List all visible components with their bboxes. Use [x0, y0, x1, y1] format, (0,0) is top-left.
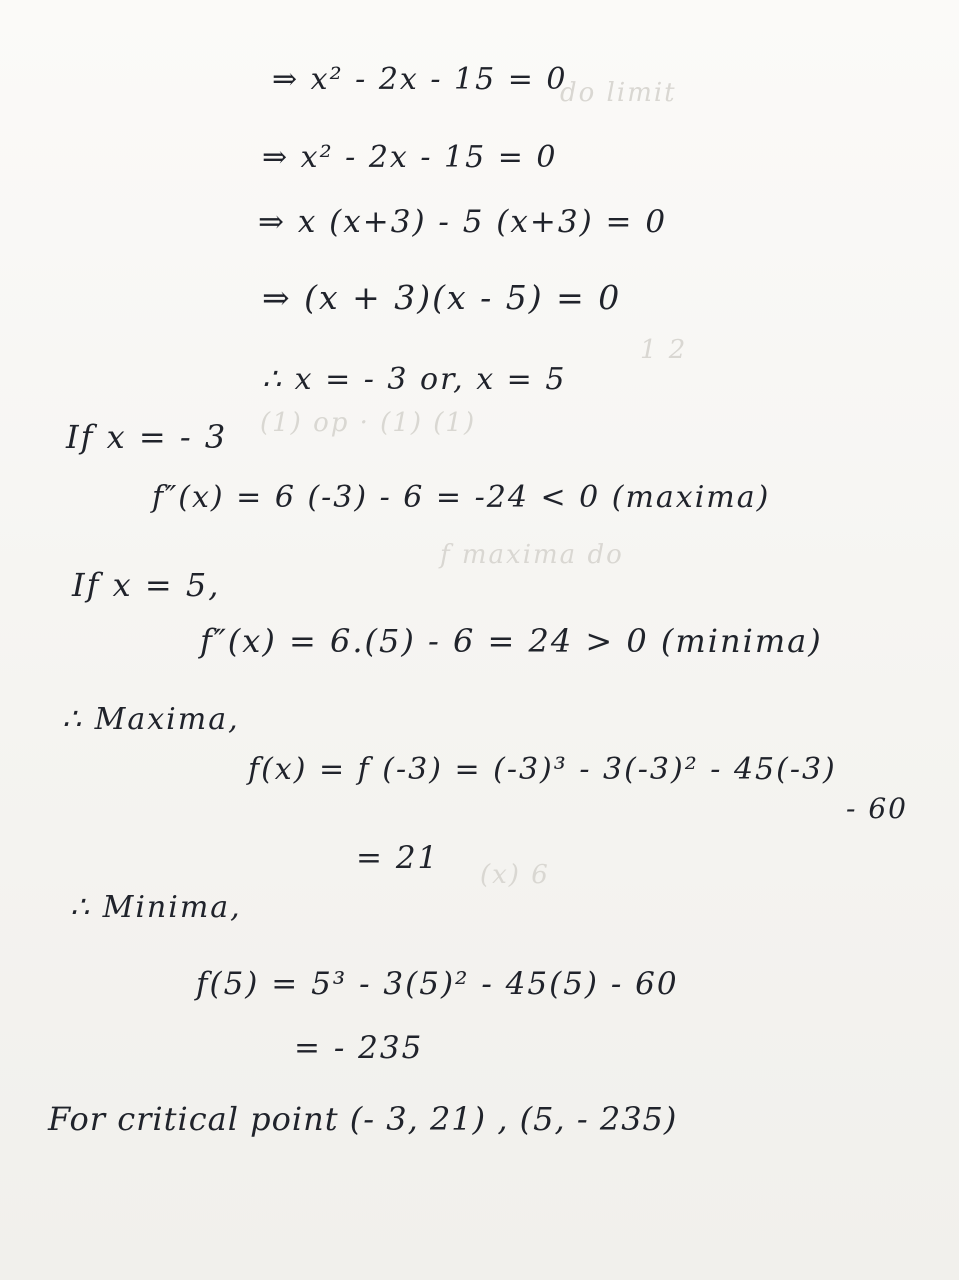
maxima-calculation: f(x) = f (-3) = (-3)³ - 3(-3)² - 45(-3): [248, 752, 837, 787]
second-derivative-2: f″(x) = 6.(5) - 6 = 24 > 0 (minima): [200, 622, 823, 660]
minima-calculation: f(5) = 5³ - 3(5)² - 45(5) - 60: [196, 966, 679, 1002]
bleed-through-text: (x) 6: [480, 860, 550, 890]
equation-line-2: ⇒ x² - 2x - 15 = 0: [262, 140, 558, 175]
bleed-through-text: 1 2: [640, 335, 688, 365]
maxima-heading: ∴ Maxima,: [62, 702, 240, 737]
maxima-value: = 21: [356, 840, 440, 876]
equation-line-1: ⇒ x² - 2x - 15 = 0: [272, 62, 568, 97]
bleed-through-text: (1) op · (1) (1): [260, 408, 477, 438]
second-derivative-1: f″(x) = 6 (-3) - 6 = -24 < 0 (maxima): [152, 480, 771, 515]
case-heading-1: If x = - 3: [66, 418, 228, 456]
maxima-continuation: - 60: [846, 792, 908, 825]
bleed-through-text: f maxima do: [440, 540, 624, 570]
roots-line: ∴ x = - 3 or, x = 5: [262, 362, 567, 397]
bleed-through-text: do limit: [560, 78, 677, 108]
case-heading-2: If x = 5,: [72, 566, 221, 604]
equation-line-4: ⇒ (x + 3)(x - 5) = 0: [262, 278, 622, 317]
minima-heading: ∴ Minima,: [70, 890, 242, 925]
minima-value: = - 235: [294, 1030, 424, 1066]
critical-point-conclusion: For critical point (- 3, 21) , (5, - 235): [48, 1100, 678, 1138]
equation-line-3: ⇒ x (x+3) - 5 (x+3) = 0: [258, 204, 668, 240]
